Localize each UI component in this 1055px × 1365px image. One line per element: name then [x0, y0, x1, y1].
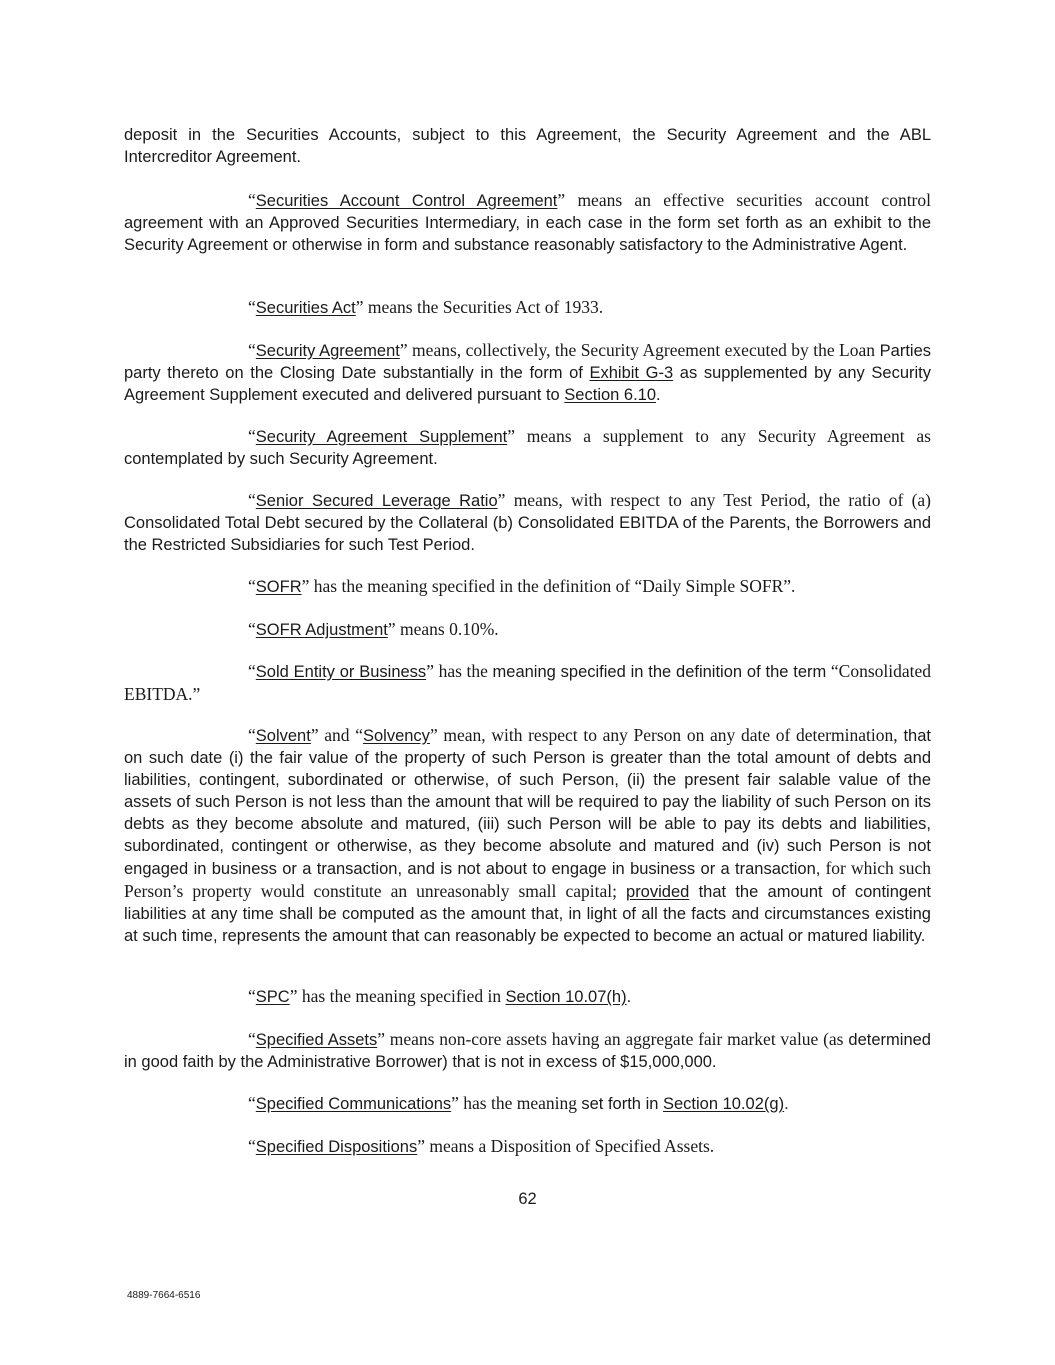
cross-reference: Section 10.02(g) [663, 1095, 785, 1113]
definition-text: means the Securities Act of 1933. [363, 297, 604, 317]
definition-text: contemplated by such Security Agreement. [124, 450, 438, 468]
cross-reference: Exhibit G-3 [589, 364, 674, 382]
definition-securities-account-control-agreement: “Securities Account Control Agreement” means an effective securities account control agreement with an Approved Securities Intermediary, in each case in the form set forth as an exhibit to the Security Agreement or otherwise in form and substance reasonably satisfactory to the Administrative Agent. [124, 190, 931, 254]
defined-term: Specified Dispositions [255, 1138, 418, 1156]
definition-text: means 0.10%. [395, 619, 499, 639]
cross-reference: Section 6.10 [564, 386, 657, 404]
definition-text: has the meaning specified in [297, 986, 506, 1006]
defined-term: SOFR Adjustment [255, 621, 388, 639]
definition-text: as supplemented by any Security Agreement Supplement executed and delivered pursuant to [124, 364, 931, 404]
definition-text: “Consolidated EBITDA.” [124, 661, 932, 704]
page-number: 62 [518, 1190, 537, 1208]
definition-text: means a supplement to any Security Agreement as [515, 426, 931, 446]
definition-text: that on such date (i) the fair value of the property of such Person is greater than the total amount of debts and liabilities, contingent, subordinated or otherwise, of such Person, (ii) the present fair salable value of the assets of such Person is not less than the amount that will be required to pay the liability of such Person on its debts as they become absolute and matured, (iii) such Person will be able to pay its debts and liabilities, subordinated, contingent or otherwise, as they become absolute and matured and (iv) such Person is not engaged in business or a transaction, and is not about to engage in business or a transaction, [124, 727, 931, 878]
definition-text: has the meaning [458, 1093, 582, 1113]
definition-text: Consolidated Total Debt secured by the Collateral (b) Consolidated EBITDA of the Parents, the Borrowers and the Restricted Subsidiaries for such Test Period. [124, 514, 931, 554]
defined-term: Senior Secured Leverage Ratio [255, 492, 498, 510]
definition-securities-act: “Securities Act” means the Securities Act of 1933. [248, 297, 604, 317]
cross-reference: Section 10.07(h) [505, 988, 627, 1006]
defined-term: Specified Assets [255, 1031, 378, 1049]
definition-text: means, with respect to any Test Period, the ratio of (a) [505, 490, 931, 510]
definition-text: means non-core assets having an aggregate fair market value (as [385, 1029, 844, 1049]
defined-term: Security Agreement Supplement [255, 428, 508, 446]
defined-term: Specified Communications [255, 1095, 452, 1113]
definition-text: set forth in [581, 1095, 663, 1113]
definition-specified-communications: “Specified Communications” has the meaning set forth in Section 10.02(g). [248, 1093, 789, 1113]
definition-text: determined in good faith by the Administrative Borrower) that is not in excess of $15,000,000. [124, 1031, 931, 1071]
definition-text: agreement with an Approved Securities Intermediary, in each case in the form set forth as an exhibit to the Security Agreement or otherwise in form and substance reasonably satisfactory to the Administrative Agent. [124, 214, 931, 254]
definition-text: has the [433, 661, 493, 681]
defined-term: Securities Act [255, 299, 356, 317]
definition-text: mean, with respect to any Person on any date of determination, [437, 725, 898, 745]
definition-spc: “SPC” has the meaning specified in Section 10.07(h). [248, 986, 632, 1006]
definition-specified-dispositions: “Specified Dispositions” means a Disposition of Specified Assets. [248, 1136, 715, 1156]
definition-text: meaning specified in the definition of the term [492, 663, 827, 681]
document-id: 4889-7664-6516 [127, 1290, 201, 1301]
proviso-term: provided [626, 883, 690, 901]
defined-term: Sold Entity or Business [255, 663, 427, 681]
definition-text: means a Disposition of Specified Assets. [424, 1136, 715, 1156]
definition-text: has the meaning specified in the definition of “Daily Simple SOFR”. [309, 576, 796, 596]
defined-term: Solvent [255, 727, 311, 745]
definition-sold-entity-or-business: “Sold Entity or Business” has the meaning specified in the definition of the term “Consolidated EBITDA.” [124, 661, 932, 704]
defined-term: SPC [255, 988, 290, 1006]
defined-term: Securities Account Control Agreement [255, 192, 558, 210]
definition-sofr: “SOFR” has the meaning specified in the definition of “Daily Simple SOFR”. [248, 576, 796, 596]
definition-text: means, collectively, the Security Agreement executed by the Loan [407, 340, 875, 360]
definition-text: for which such Person’s property would constitute an unreasonably small capital; [124, 858, 931, 901]
defined-term: SOFR [255, 578, 302, 596]
definition-solvent-and-solvency: “Solvent” and “Solvency” mean, with respect to any Person on any date of determination, that on such date (i) the fair value of the property of such Person is greater than the total amount of debts and liabilities, contingent, subordinated or otherwise, of such Person, (ii) the present fair salable value of the assets of such Person is not less than the amount that will be required to pay the liability of such Person on its debts as they become absolute and matured, (iii) such Person will be able to pay its debts and liabilities, subordinated, contingent or otherwise, as they become absolute and matured and (iv) such Person is not engaged in business or a transaction, and is not about to engage in business or a transaction, for which such Person’s property would constitute an unreasonably small capital; provided that the amount of contingent liabilities at any time shall be computed as the amount that, in light of all the facts and circumstances existing at such time, represents the amount that can reasonably be expected to become an actual or matured liability. [124, 725, 931, 945]
definition-security-agreement: “Security Agreement” means, collectively, the Security Agreement executed by the Loan Parties party thereto on the Closing Date substantially in the form of Exhibit G-3 as supplemented by any Security Agreement Supplement executed and delivered pursuant to Section 6.10. [124, 340, 931, 404]
defined-term: Solvency [362, 727, 430, 745]
definition-specified-assets: “Specified Assets” means non-core assets having an aggregate fair market value (as determined in good faith by the Administrative Borrower) that is not in excess of $15,000,000. [124, 1029, 931, 1071]
definition-senior-secured-leverage-ratio: “Senior Secured Leverage Ratio” means, with respect to any Test Period, the ratio of (a) Consolidated Total Debt secured by the Collateral (b) Consolidated EBITDA of the Parents, the Borrowers and the Restricted Subsidiaries for such Test Period. [124, 490, 931, 554]
paragraph-securities-accounts-cont [124, 124, 931, 168]
definition-security-agreement-supplement: “Security Agreement Supplement” means a supplement to any Security Agreement as contemplated by such Security Agreement. [124, 426, 931, 468]
definition-text: Parties party thereto on the Closing Date substantially in the form of [124, 342, 931, 382]
paragraph-text: deposit in the Securities Accounts, subject to this Agreement, the Security Agreement and the ABL Intercreditor Agreement. [124, 126, 931, 166]
definition-sofr-adjustment: “SOFR Adjustment” means 0.10%. [248, 619, 499, 639]
defined-term: Security Agreement [255, 342, 400, 360]
definition-text: that the amount of contingent liabilities at any time shall be computed as the amount that, in light of all the facts and circumstances existing at such time, represents the amount that can reasonably be expected to become an actual or matured liability. [124, 883, 931, 945]
definition-text: means an effective securities account control [565, 190, 931, 210]
